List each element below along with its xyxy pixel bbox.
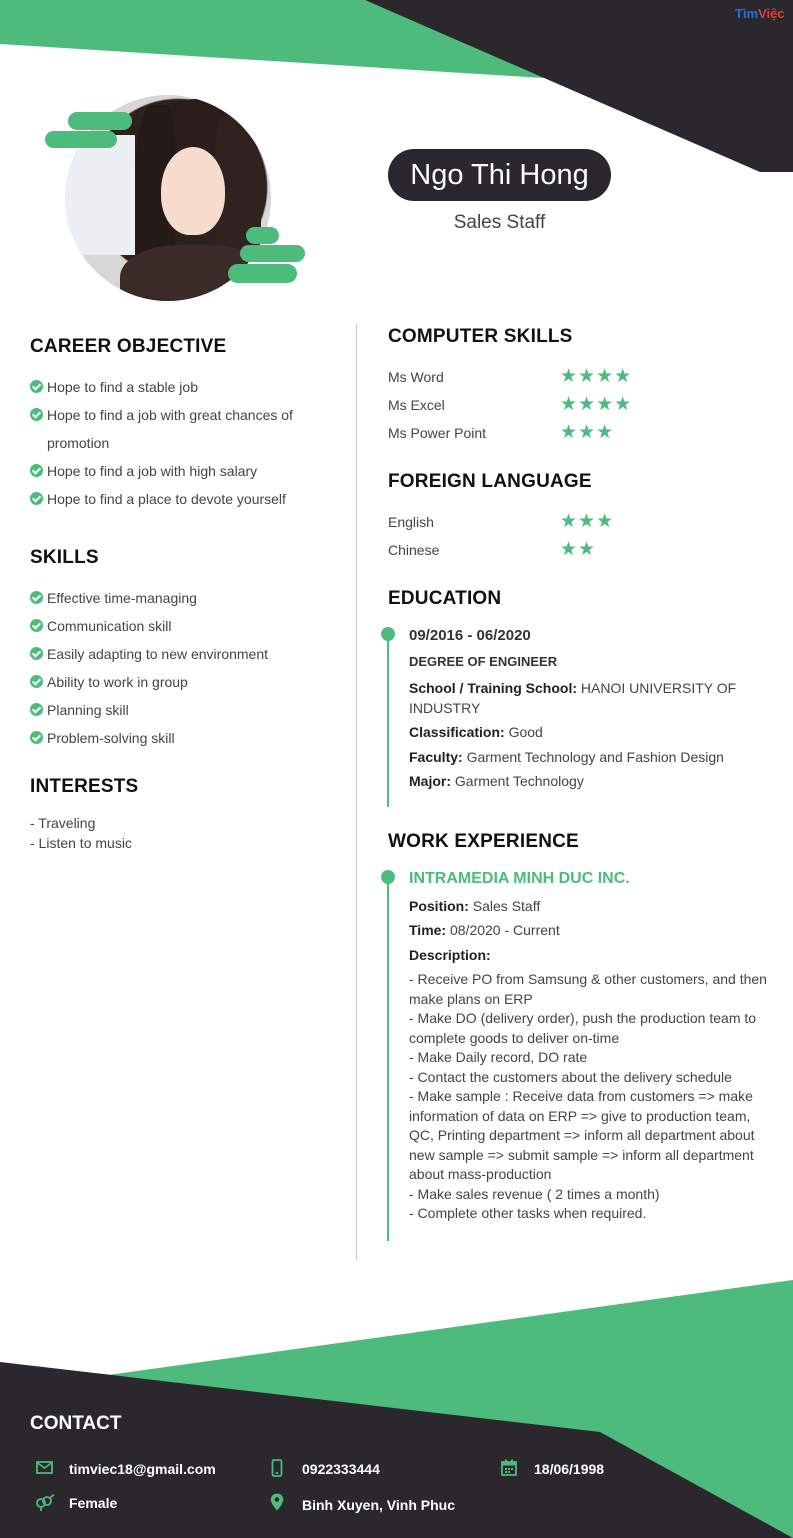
contact-address: Binh Xuyen, Vinh Phuc (302, 1497, 455, 1513)
work-time: Time: 08/2020 - Current (409, 922, 560, 938)
contact-birthday: 18/06/1998 (534, 1461, 605, 1477)
check-circle-icon (30, 464, 43, 477)
top-dark-corner (365, 0, 793, 172)
decor-pill (68, 112, 132, 130)
star-icon: ★ (560, 511, 579, 532)
check-circle-icon (30, 619, 43, 632)
check-circle-icon (30, 492, 43, 505)
interests-heading: INTERESTS (30, 776, 139, 797)
description-line: - Receive PO from Samsung & other customers, and then make plans on ERP (409, 971, 767, 1007)
work-timeline (387, 877, 389, 1241)
work-description-label: Description: (409, 946, 491, 963)
star-icon: ★ (596, 394, 615, 415)
skill-name: Ms Word (388, 369, 444, 385)
skills-heading: SKILLS (30, 547, 99, 568)
check-circle-icon (30, 591, 43, 604)
career-objective-list (30, 373, 320, 513)
education-classification: Classification: Good (409, 724, 543, 740)
star-icon: ★ (578, 511, 597, 532)
education-faculty: Faculty: Garment Technology and Fashion Design (409, 748, 724, 765)
education-school: School / Training School: HANOI UNIVERSITY OF INDUSTRY (409, 680, 737, 716)
check-circle-icon (30, 408, 43, 421)
column-divider (356, 323, 357, 1261)
job-title: Sales Staff (453, 212, 546, 233)
description-line: - Make DO (delivery order), push the production team to complete goods to deliver on-time (409, 1010, 757, 1046)
list-item: Hope to find a place to devote yourself (30, 485, 320, 513)
skills-list (30, 584, 330, 752)
gender-icon (35, 1494, 55, 1511)
work-experience-heading: WORK EXPERIENCE (388, 831, 579, 852)
star-icon: ★ (596, 511, 615, 532)
star-icon: ★ (578, 366, 597, 387)
candidate-name: Ngo Thi Hong (388, 149, 611, 201)
check-circle-icon (30, 731, 43, 744)
description-line: - Make Daily record, DO rate (409, 1049, 588, 1065)
work-entry (409, 869, 769, 1224)
education-period: 09/2016 - 06/2020 (409, 627, 531, 644)
check-circle-icon (30, 380, 43, 393)
interest-item: - Traveling (30, 815, 96, 831)
contact-heading: CONTACT (30, 1413, 122, 1434)
career-objective-heading: CAREER OBJECTIVE (30, 336, 227, 357)
star-icon: ★ (578, 422, 597, 443)
star-rating (560, 423, 614, 442)
timeline-dot (381, 627, 395, 641)
computer-skills-heading: COMPUTER SKILLS (388, 326, 573, 347)
star-icon: ★ (560, 394, 579, 415)
education-heading: EDUCATION (388, 588, 502, 609)
skill-name: Ms Power Point (388, 425, 487, 441)
list-item: Ability to work in group (30, 668, 330, 696)
star-icon: ★ (578, 394, 597, 415)
education-major: Major: Garment Technology (409, 773, 584, 789)
description-line: - Complete other tasks when required. (409, 1205, 647, 1221)
decor-pill (246, 227, 279, 244)
contact-gender: Female (69, 1495, 118, 1511)
language-name: English (388, 514, 434, 530)
work-position: Position: Sales Staff (409, 897, 541, 914)
star-icon: ★ (560, 422, 579, 443)
mobile-phone-icon (271, 1459, 283, 1477)
list-item: Easily adapting to new environment (30, 640, 330, 668)
list-item: Hope to find a job with high salary (30, 457, 320, 485)
check-circle-icon (30, 675, 43, 688)
check-circle-icon (30, 703, 43, 716)
work-description (409, 970, 769, 1224)
list-item: Planning skill (30, 696, 330, 724)
contact-phone: 0922333444 (302, 1461, 380, 1477)
list-item: Problem-solving skill (30, 724, 330, 752)
decor-pill (240, 245, 305, 262)
envelope-icon (36, 1461, 53, 1474)
list-item: Hope to find a job with great chances of promotion (30, 401, 320, 457)
education-entry (409, 626, 769, 792)
foreign-language-heading: FOREIGN LANGUAGE (388, 471, 592, 492)
star-icon: ★ (596, 366, 615, 387)
star-icon: ★ (560, 539, 579, 560)
star-icon: ★ (578, 539, 597, 560)
description-line: - Make sales revenue ( 2 times a month) (409, 1185, 660, 1202)
check-circle-icon (30, 647, 43, 660)
star-icon: ★ (560, 366, 579, 387)
description-line: - Contact the customers about the delivery schedule (409, 1068, 732, 1085)
timviec-logo: TìmViệc (735, 6, 785, 21)
language-name: Chinese (388, 542, 440, 558)
star-icon: ★ (614, 366, 633, 387)
decor-pill (45, 131, 117, 148)
description-line: - Make sample : Receive data from customers => make information of data on ERP => give to production team, QC, Printing department => inform all department about new sample => submit sample => inform all department about mass-production (409, 1088, 755, 1182)
star-rating (560, 512, 614, 531)
map-marker-icon (270, 1493, 284, 1511)
list-item: Communication skill (30, 612, 330, 640)
list-item: Hope to find a stable job (30, 373, 320, 401)
calendar-icon (501, 1459, 517, 1476)
education-timeline (387, 633, 389, 807)
contact-email: timviec18@gmail.com (69, 1461, 216, 1477)
star-rating (560, 395, 632, 414)
interest-item: - Listen to music (30, 835, 132, 851)
list-item: Effective time-managing (30, 584, 330, 612)
star-rating (560, 367, 632, 386)
star-icon: ★ (614, 394, 633, 415)
decor-pill (228, 264, 297, 283)
star-rating (560, 540, 596, 559)
skill-name: Ms Excel (388, 397, 445, 413)
education-degree: DEGREE OF ENGINEER (409, 653, 558, 669)
timeline-dot (381, 870, 395, 884)
company-name: INTRAMEDIA MINH DUC INC. (409, 870, 630, 887)
star-icon: ★ (596, 422, 615, 443)
